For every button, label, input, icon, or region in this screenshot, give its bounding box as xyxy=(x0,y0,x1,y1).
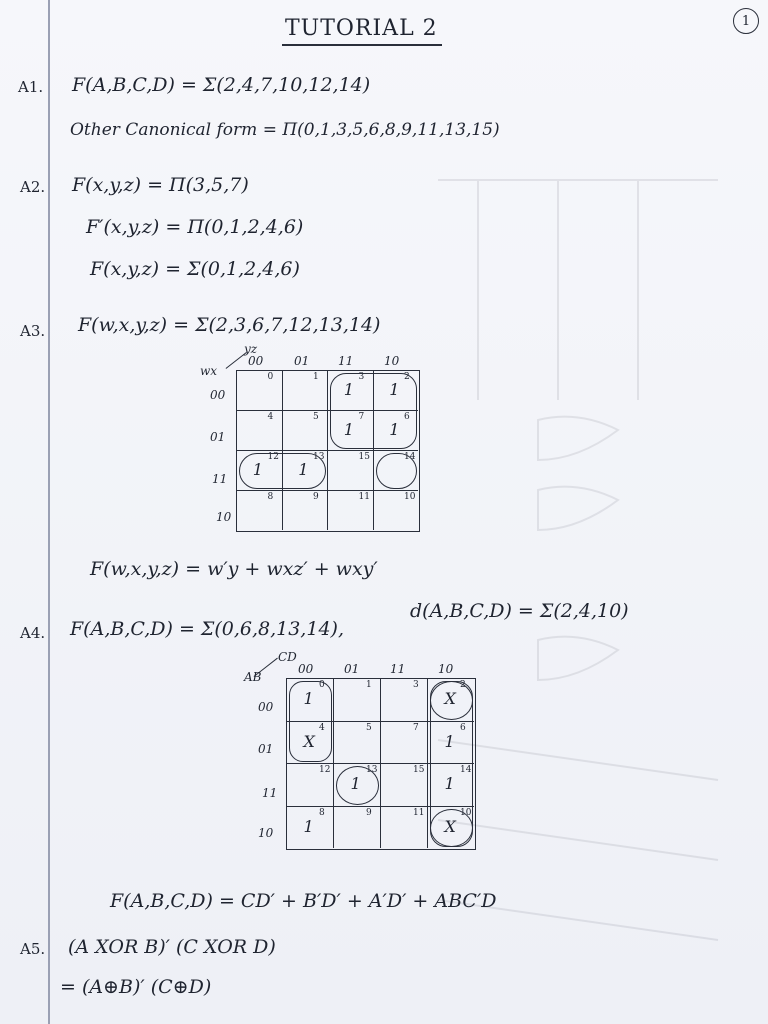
kmap-cell-number: 6 xyxy=(404,412,410,422)
kmap-cell-number: 2 xyxy=(404,372,410,382)
row-header: 11 xyxy=(212,472,228,486)
kmap-cell-number: 5 xyxy=(313,412,319,422)
a1-equation: F(A,B,C,D) = Σ(2,4,7,10,12,14) xyxy=(72,74,371,96)
kmap-cell-value: X xyxy=(444,689,456,709)
kmap-cell-number: 10 xyxy=(404,492,416,502)
a1-canonical-form: Other Canonical form = Π(0,1,3,5,6,8,9,11,13,15) xyxy=(70,120,500,140)
kmap-cell-number: 14 xyxy=(460,765,472,775)
kmap-grid-line xyxy=(427,678,428,848)
kmap-cell-value: 1 xyxy=(298,460,309,479)
a5-expression: (A XOR B)′ (C XOR D) xyxy=(68,936,276,958)
margin-line xyxy=(48,0,50,1024)
kmap-cell-number: 8 xyxy=(319,807,325,818)
kmap-cell-number: 1 xyxy=(313,372,319,382)
kmap-cell-value: X xyxy=(303,731,315,751)
a5-xor-form: = (A⊕B)′ (C⊕D) xyxy=(60,976,212,998)
a2-equation-3: F(x,y,z) = Σ(0,1,2,4,6) xyxy=(90,258,300,280)
kmap-cell-value: 1 xyxy=(444,731,455,751)
a2-equation-1: F(x,y,z) = Π(3,5,7) xyxy=(72,174,249,196)
kmap-cell-value: 1 xyxy=(303,816,314,836)
kmap-grid-line xyxy=(236,450,418,451)
bleed-through-sketch xyxy=(418,140,738,1000)
kmap-cell-value: 1 xyxy=(252,460,263,479)
a2-label: A2. xyxy=(20,178,46,196)
kmap-grouping-loop xyxy=(289,681,332,762)
kmap-cell-number: 8 xyxy=(267,492,274,502)
kmap-cell-number: 1 xyxy=(366,680,372,690)
kmap-cell-number: 11 xyxy=(358,492,370,502)
a3-label: A3. xyxy=(20,322,46,340)
kmap-grouping-loop xyxy=(239,453,326,489)
col-header: 10 xyxy=(384,354,400,368)
a3-result: F(w,x,y,z) = w′y + wxz′ + wxy′ xyxy=(90,558,378,580)
col-header: 00 xyxy=(248,354,264,368)
col-header: 10 xyxy=(438,662,454,676)
a1-label: A1. xyxy=(18,78,44,96)
col-header: 01 xyxy=(294,354,310,368)
kmap-cell-number: 4 xyxy=(267,412,274,422)
kmap-cell-number: 13 xyxy=(366,765,378,775)
kmap-cell-number: 9 xyxy=(313,492,319,502)
kmap-cell-value: 1 xyxy=(389,420,400,439)
kmap-cell-number: 9 xyxy=(366,807,372,818)
kmap-grouping-loop xyxy=(330,373,417,449)
page-number: 1 xyxy=(733,8,759,34)
kmap-cell-number: 3 xyxy=(358,372,365,382)
kmap-cell-value: 1 xyxy=(444,774,455,794)
kmap-cell-number: 7 xyxy=(413,722,419,733)
kmap-cell-number: 5 xyxy=(366,722,372,733)
col-header: 01 xyxy=(344,662,360,676)
kmap-cell-number: 15 xyxy=(358,452,370,462)
kmap-cell-number: 14 xyxy=(404,452,416,462)
col-header: 00 xyxy=(298,662,314,676)
kmap-cell-value: 1 xyxy=(389,380,400,399)
row-header: 10 xyxy=(216,510,232,524)
kmap-grouping-loop xyxy=(430,809,473,848)
row-header: 00 xyxy=(258,700,274,714)
a3-equation: F(w,x,y,z) = Σ(2,3,6,7,12,13,14) xyxy=(78,314,381,336)
kmap-cell-number: 0 xyxy=(319,680,325,690)
title-underline xyxy=(282,44,442,46)
kmap-grouping-loop xyxy=(336,766,379,805)
kmap-grouping-loop xyxy=(376,453,418,489)
a2-equation-2: F′(x,y,z) = Π(0,1,2,4,6) xyxy=(86,216,304,238)
kmap-cell-value: 1 xyxy=(350,774,361,794)
row-header: 01 xyxy=(258,742,274,756)
a4-karnaugh-map xyxy=(240,650,480,860)
kmap-cell-number: 3 xyxy=(413,680,419,690)
a4-result: F(A,B,C,D) = CD′ + B′D′ + A′D′ + ABC′D xyxy=(110,890,497,912)
kmap-row-variable: AB xyxy=(244,670,262,684)
kmap-grid-line xyxy=(236,490,418,491)
kmap-row-variable: wx xyxy=(200,364,218,378)
kmap-cell-number: 7 xyxy=(358,412,365,422)
kmap-cell-number: 13 xyxy=(313,452,325,462)
kmap-grouping-loop xyxy=(430,681,473,720)
kmap-cell-number: 11 xyxy=(413,807,425,818)
kmap-cell-number: 4 xyxy=(319,722,325,733)
kmap-cell-number: 12 xyxy=(267,452,279,462)
kmap-cell-number: 2 xyxy=(460,680,466,690)
col-header: 11 xyxy=(338,354,354,368)
col-header: 11 xyxy=(390,662,406,676)
a4-equation: F(A,B,C,D) = Σ(0,6,8,13,14), xyxy=(70,618,344,640)
a5-label: A5. xyxy=(20,940,46,958)
a4-label: A4. xyxy=(20,624,46,642)
kmap-cell-number: 6 xyxy=(460,722,466,733)
kmap-cell-value: 1 xyxy=(343,420,354,439)
kmap-col-variable: CD xyxy=(278,650,297,664)
kmap-cell-number: 0 xyxy=(267,372,274,382)
kmap-cell-value: 1 xyxy=(303,689,314,709)
row-header: 01 xyxy=(210,430,226,444)
page-title: TUTORIAL 2 xyxy=(285,16,438,41)
kmap-cell-number: 12 xyxy=(319,765,331,775)
row-header: 11 xyxy=(262,786,278,800)
kmap-cell-number: 10 xyxy=(460,807,472,818)
kmap-col-variable: yz xyxy=(244,342,258,356)
kmap-cell-number: 15 xyxy=(413,765,425,775)
a3-karnaugh-map xyxy=(190,342,430,542)
row-header: 10 xyxy=(258,826,274,840)
kmap-cell-value: 1 xyxy=(343,380,354,399)
a4-dont-care: d(A,B,C,D) = Σ(2,4,10) xyxy=(410,600,629,622)
kmap-cell-value: X xyxy=(444,816,456,836)
row-header: 00 xyxy=(210,388,226,402)
